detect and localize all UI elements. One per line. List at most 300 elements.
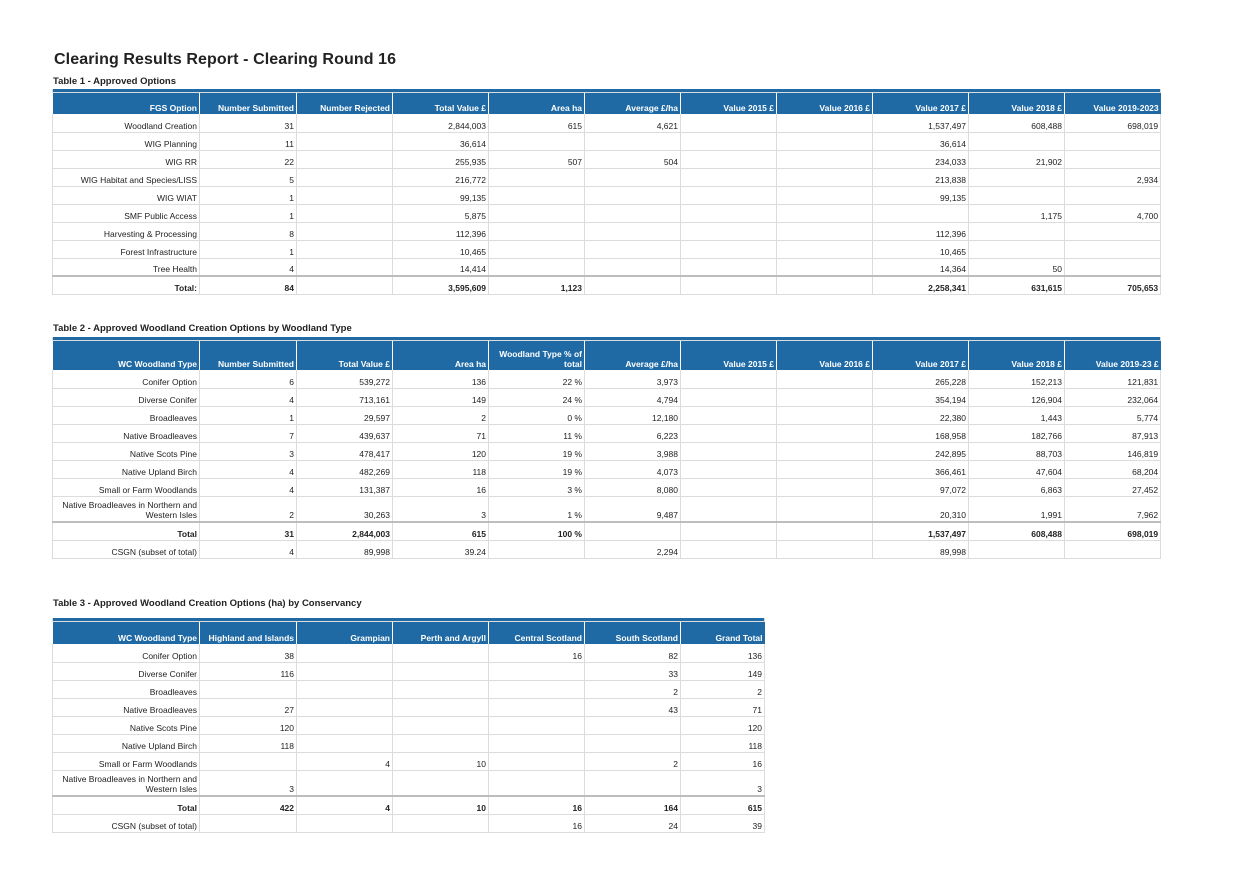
table-cell: 422 — [200, 796, 297, 814]
table-cell — [297, 814, 393, 832]
table-cell — [297, 644, 393, 662]
table-cell: 4 — [200, 258, 297, 276]
table-cell: 50 — [969, 258, 1065, 276]
table-cell — [585, 186, 681, 204]
row-label: Diverse Conifer — [53, 388, 200, 406]
table-cell — [393, 734, 489, 752]
table-cell: 112,396 — [873, 222, 969, 240]
row-label: WIG Habitat and Species/LISS — [53, 168, 200, 186]
table-cell — [777, 478, 873, 496]
table-cell — [969, 240, 1065, 258]
column-header-value-2019-2023: Value 2019-2023 — [1065, 92, 1161, 114]
table-cell — [585, 132, 681, 150]
table-cell: 97,072 — [873, 478, 969, 496]
table-cell: 6,863 — [969, 478, 1065, 496]
table-row — [53, 406, 1161, 424]
table-cell — [777, 258, 873, 276]
row-label: Native Scots Pine — [53, 716, 200, 734]
table-row — [53, 150, 1161, 168]
table-row — [53, 496, 1161, 522]
table-row — [53, 114, 1161, 132]
column-header-wc-woodland-type: WC Woodland Type — [53, 621, 200, 644]
table-cell: 14,364 — [873, 258, 969, 276]
table-cell — [681, 258, 777, 276]
table-cell: 631,615 — [969, 276, 1065, 294]
table-cell: 88,703 — [969, 442, 1065, 460]
table-cell — [681, 522, 777, 540]
conservancy-table — [52, 618, 765, 833]
column-header-perth-and-argyll: Perth and Argyll — [393, 621, 489, 644]
table-row — [53, 644, 765, 662]
table-cell: 255,935 — [393, 150, 489, 168]
table-cell: 504 — [585, 150, 681, 168]
column-header-value-2016: Value 2016 £ — [777, 92, 873, 114]
column-header-area-ha: Area ha — [393, 340, 489, 370]
table-cell — [297, 258, 393, 276]
table-cell: 2,258,341 — [873, 276, 969, 294]
table-cell: 615 — [393, 522, 489, 540]
woodland-type-table — [52, 337, 1161, 559]
column-header-total-value: Total Value £ — [393, 92, 489, 114]
table-cell: 3 % — [489, 478, 585, 496]
table-cell: 71 — [393, 424, 489, 442]
table-cell: 4,073 — [585, 460, 681, 478]
table-row — [53, 680, 765, 698]
table-row — [53, 734, 765, 752]
table-cell: 3 — [200, 770, 297, 796]
table-cell: 126,904 — [969, 388, 1065, 406]
table-cell — [1065, 150, 1161, 168]
row-label: Native Broadleaves — [53, 424, 200, 442]
table-cell — [489, 716, 585, 734]
total-row — [53, 796, 765, 814]
table-cell: 2 — [393, 406, 489, 424]
table-cell — [585, 770, 681, 796]
table-cell — [969, 186, 1065, 204]
row-label: Tree Health — [53, 258, 200, 276]
table-cell: 5 — [200, 168, 297, 186]
table-cell: 22 % — [489, 370, 585, 388]
row-label: Total — [53, 522, 200, 540]
table-cell — [489, 222, 585, 240]
table-cell: 507 — [489, 150, 585, 168]
table-cell — [777, 424, 873, 442]
table-cell: 478,417 — [297, 442, 393, 460]
table-cell: 120 — [681, 716, 765, 734]
table-cell — [681, 540, 777, 558]
table-cell — [681, 222, 777, 240]
table-cell — [200, 814, 297, 832]
table-cell: 10,465 — [873, 240, 969, 258]
subset-row — [53, 540, 1161, 558]
table-cell — [1065, 222, 1161, 240]
table-cell — [393, 644, 489, 662]
table-cell: 19 % — [489, 442, 585, 460]
table-cell — [777, 150, 873, 168]
table-cell: 8,080 — [585, 478, 681, 496]
table-cell: 38 — [200, 644, 297, 662]
table-cell: 10 — [393, 752, 489, 770]
table-cell: 182,766 — [969, 424, 1065, 442]
table-cell — [297, 186, 393, 204]
table-cell: 100 % — [489, 522, 585, 540]
table-cell — [1065, 132, 1161, 150]
table-cell: 36,614 — [873, 132, 969, 150]
table-cell — [297, 716, 393, 734]
table-cell: 232,064 — [1065, 388, 1161, 406]
table-cell — [777, 370, 873, 388]
table-row — [53, 770, 765, 796]
table-cell: 82 — [585, 644, 681, 662]
table-cell — [777, 496, 873, 522]
table-cell — [681, 406, 777, 424]
table-cell: 234,033 — [873, 150, 969, 168]
row-label: SMF Public Access — [53, 204, 200, 222]
table-cell: 24 — [585, 814, 681, 832]
table-row — [53, 132, 1161, 150]
table-cell — [969, 168, 1065, 186]
table-cell — [585, 716, 681, 734]
table-row — [53, 204, 1161, 222]
table-cell — [489, 540, 585, 558]
table-cell: 354,194 — [873, 388, 969, 406]
table-cell: 698,019 — [1065, 114, 1161, 132]
table-cell — [489, 186, 585, 204]
column-header-number-rejected: Number Rejected — [297, 92, 393, 114]
table-cell: 7,962 — [1065, 496, 1161, 522]
table-row — [53, 662, 765, 680]
table-cell: 120 — [393, 442, 489, 460]
table-cell: 608,488 — [969, 114, 1065, 132]
table-cell: 27,452 — [1065, 478, 1161, 496]
table-row — [53, 442, 1161, 460]
column-header-fgs-option: FGS Option — [53, 92, 200, 114]
table-cell: 71 — [681, 698, 765, 716]
table-cell: 1 — [200, 204, 297, 222]
table-cell: 118 — [393, 460, 489, 478]
table-cell: 99,135 — [393, 186, 489, 204]
table-cell: 22 — [200, 150, 297, 168]
table-cell — [297, 240, 393, 258]
table-cell: 146,819 — [1065, 442, 1161, 460]
table-cell — [585, 222, 681, 240]
table-cell — [873, 204, 969, 222]
table-cell — [681, 370, 777, 388]
column-header-value-2019-23: Value 2019-23 £ — [1065, 340, 1161, 370]
table-cell — [489, 680, 585, 698]
table-cell — [489, 240, 585, 258]
table-cell: 120 — [200, 716, 297, 734]
row-label: Harvesting & Processing — [53, 222, 200, 240]
table-cell — [777, 168, 873, 186]
table-cell: 1 — [200, 240, 297, 258]
table-row — [53, 186, 1161, 204]
table-cell — [777, 442, 873, 460]
table-cell: 2,934 — [1065, 168, 1161, 186]
table-cell — [200, 752, 297, 770]
table-cell — [297, 276, 393, 294]
header-row — [53, 621, 765, 644]
column-header-wc-woodland-type: WC Woodland Type — [53, 340, 200, 370]
row-label: WIG Planning — [53, 132, 200, 150]
table-cell: 615 — [681, 796, 765, 814]
table-cell — [297, 698, 393, 716]
table-cell: 1,443 — [969, 406, 1065, 424]
table-cell: 5,875 — [393, 204, 489, 222]
table-cell: 2 — [681, 680, 765, 698]
table-cell: 31 — [200, 522, 297, 540]
table-cell: 16 — [489, 814, 585, 832]
table-cell: 4 — [200, 388, 297, 406]
table-cell — [681, 460, 777, 478]
table-cell: 3,973 — [585, 370, 681, 388]
table-cell: 1 % — [489, 496, 585, 522]
table-cell — [489, 168, 585, 186]
table-cell — [297, 734, 393, 752]
column-header-grampian: Grampian — [297, 621, 393, 644]
row-label: Native Upland Birch — [53, 734, 200, 752]
approved-options-table — [52, 89, 1161, 295]
row-label: Forest Infrastructure — [53, 240, 200, 258]
table-cell — [297, 662, 393, 680]
row-label: Woodland Creation — [53, 114, 200, 132]
table-cell: 27 — [200, 698, 297, 716]
table-cell: 152,213 — [969, 370, 1065, 388]
table-cell — [393, 680, 489, 698]
table-cell: 16 — [489, 796, 585, 814]
table-cell — [777, 540, 873, 558]
table-cell — [777, 222, 873, 240]
table-cell: 4 — [200, 460, 297, 478]
table-cell — [1065, 258, 1161, 276]
column-header-value-2018: Value 2018 £ — [969, 92, 1065, 114]
table-cell — [681, 204, 777, 222]
row-label: Small or Farm Woodlands — [53, 478, 200, 496]
table-cell — [585, 276, 681, 294]
table-cell — [681, 424, 777, 442]
table-cell — [297, 168, 393, 186]
table-cell — [489, 662, 585, 680]
table-row — [53, 388, 1161, 406]
table-cell: 20,310 — [873, 496, 969, 522]
table-cell — [1065, 240, 1161, 258]
column-header-value-2015: Value 2015 £ — [681, 340, 777, 370]
table-cell — [777, 114, 873, 132]
table-cell — [489, 698, 585, 716]
table-cell: 11 — [200, 132, 297, 150]
row-label: WIG RR — [53, 150, 200, 168]
column-header-average-ha: Average £/ha — [585, 340, 681, 370]
table-cell — [681, 478, 777, 496]
table-cell — [681, 114, 777, 132]
column-header-value-2016: Value 2016 £ — [777, 340, 873, 370]
column-header-woodland-type-of-total: Woodland Type % of total — [489, 340, 585, 370]
table-cell: 118 — [681, 734, 765, 752]
column-header-grand-total: Grand Total — [681, 621, 765, 644]
table-cell: 16 — [681, 752, 765, 770]
table-cell: 47,604 — [969, 460, 1065, 478]
total-row — [53, 276, 1161, 294]
column-header-value-2017: Value 2017 £ — [873, 92, 969, 114]
table-cell — [777, 240, 873, 258]
table-cell: 4 — [200, 540, 297, 558]
row-label: Native Broadleaves in Northern and Western Isles — [53, 770, 200, 796]
table-cell: 2 — [585, 752, 681, 770]
table-cell: 10,465 — [393, 240, 489, 258]
table-row — [53, 698, 765, 716]
table-cell — [489, 770, 585, 796]
table-cell: 29,597 — [297, 406, 393, 424]
table-cell: 84 — [200, 276, 297, 294]
row-label: Total: — [53, 276, 200, 294]
column-header-value-2017: Value 2017 £ — [873, 340, 969, 370]
table-cell: 213,838 — [873, 168, 969, 186]
table-cell: 7 — [200, 424, 297, 442]
table-cell: 136 — [681, 644, 765, 662]
table-cell — [489, 752, 585, 770]
table-cell: 216,772 — [393, 168, 489, 186]
table-cell: 3,988 — [585, 442, 681, 460]
table-cell — [777, 186, 873, 204]
table-cell: 2,844,003 — [297, 522, 393, 540]
table-cell: 36,614 — [393, 132, 489, 150]
table-cell — [489, 258, 585, 276]
table-cell — [777, 132, 873, 150]
table3-caption: Table 3 - Approved Woodland Creation Options (ha) by Conservancy — [53, 598, 362, 609]
table-cell — [681, 150, 777, 168]
table-cell: 713,161 — [297, 388, 393, 406]
column-header-south-scotland: South Scotland — [585, 621, 681, 644]
table-cell — [681, 186, 777, 204]
table-cell — [969, 132, 1065, 150]
row-label: Broadleaves — [53, 680, 200, 698]
table-cell — [681, 168, 777, 186]
table-cell — [297, 132, 393, 150]
row-label: CSGN (subset of total) — [53, 814, 200, 832]
table-cell: 3 — [200, 442, 297, 460]
row-label: Conifer Option — [53, 644, 200, 662]
column-header-total-value: Total Value £ — [297, 340, 393, 370]
table-cell — [681, 240, 777, 258]
table-cell — [681, 388, 777, 406]
table-cell: 4,700 — [1065, 204, 1161, 222]
table-cell: 131,387 — [297, 478, 393, 496]
table-cell — [585, 240, 681, 258]
table-cell: 9,487 — [585, 496, 681, 522]
table-cell — [393, 770, 489, 796]
table-cell: 31 — [200, 114, 297, 132]
table-cell: 19 % — [489, 460, 585, 478]
table-cell — [489, 734, 585, 752]
table-cell: 68,204 — [1065, 460, 1161, 478]
table-cell — [393, 662, 489, 680]
table-cell: 1,991 — [969, 496, 1065, 522]
table-row — [53, 716, 765, 734]
table-cell: 2 — [200, 496, 297, 522]
table-cell — [297, 150, 393, 168]
page-title: Clearing Results Report - Clearing Round 16 — [54, 51, 397, 68]
table-cell — [200, 680, 297, 698]
table-cell: 168,958 — [873, 424, 969, 442]
table-cell: 22,380 — [873, 406, 969, 424]
table-cell: 705,653 — [1065, 276, 1161, 294]
table-cell: 43 — [585, 698, 681, 716]
column-header-average-ha: Average £/ha — [585, 92, 681, 114]
table-cell: 118 — [200, 734, 297, 752]
table-cell: 539,272 — [297, 370, 393, 388]
column-header-number-submitted: Number Submitted — [200, 340, 297, 370]
row-label: Conifer Option — [53, 370, 200, 388]
table-cell: 6,223 — [585, 424, 681, 442]
column-header-value-2018: Value 2018 £ — [969, 340, 1065, 370]
table-cell: 11 % — [489, 424, 585, 442]
table-cell: 4 — [297, 796, 393, 814]
table-cell: 1,537,497 — [873, 114, 969, 132]
table-cell: 698,019 — [1065, 522, 1161, 540]
table-cell: 24 % — [489, 388, 585, 406]
table-cell: 16 — [489, 644, 585, 662]
table-cell — [585, 522, 681, 540]
table-row — [53, 168, 1161, 186]
table-cell: 2,294 — [585, 540, 681, 558]
table-cell: 39.24 — [393, 540, 489, 558]
column-header-central-scotland: Central Scotland — [489, 621, 585, 644]
table-cell — [297, 114, 393, 132]
table-cell — [681, 132, 777, 150]
table-cell: 366,461 — [873, 460, 969, 478]
table-cell: 3 — [681, 770, 765, 796]
table1-caption: Table 1 - Approved Options — [53, 76, 176, 87]
table-cell: 4,621 — [585, 114, 681, 132]
table-cell: 6 — [200, 370, 297, 388]
table-cell: 482,269 — [297, 460, 393, 478]
table-cell — [1065, 186, 1161, 204]
table-cell: 89,998 — [873, 540, 969, 558]
table-cell — [585, 204, 681, 222]
table-cell: 136 — [393, 370, 489, 388]
table-cell: 1,123 — [489, 276, 585, 294]
table-cell — [1065, 540, 1161, 558]
table-cell: 3 — [393, 496, 489, 522]
table-row — [53, 222, 1161, 240]
table-cell: 16 — [393, 478, 489, 496]
table-cell: 1,537,497 — [873, 522, 969, 540]
table-cell — [681, 442, 777, 460]
table-row — [53, 370, 1161, 388]
row-label: Native Upland Birch — [53, 460, 200, 478]
table-cell: 87,913 — [1065, 424, 1161, 442]
header-row — [53, 92, 1161, 114]
table-cell: 8 — [200, 222, 297, 240]
table-cell — [777, 388, 873, 406]
table2-caption: Table 2 - Approved Woodland Creation Options by Woodland Type — [53, 323, 352, 334]
table-row — [53, 478, 1161, 496]
table-cell — [777, 204, 873, 222]
table-cell: 0 % — [489, 406, 585, 424]
table-row — [53, 424, 1161, 442]
table-cell — [777, 460, 873, 478]
table-row — [53, 258, 1161, 276]
table-cell: 2 — [585, 680, 681, 698]
table-cell: 121,831 — [1065, 370, 1161, 388]
column-header-value-2015: Value 2015 £ — [681, 92, 777, 114]
table-cell — [969, 222, 1065, 240]
table-cell: 265,228 — [873, 370, 969, 388]
row-label: Native Scots Pine — [53, 442, 200, 460]
subset-row — [53, 814, 765, 832]
table-cell: 2,844,003 — [393, 114, 489, 132]
table-cell — [777, 406, 873, 424]
